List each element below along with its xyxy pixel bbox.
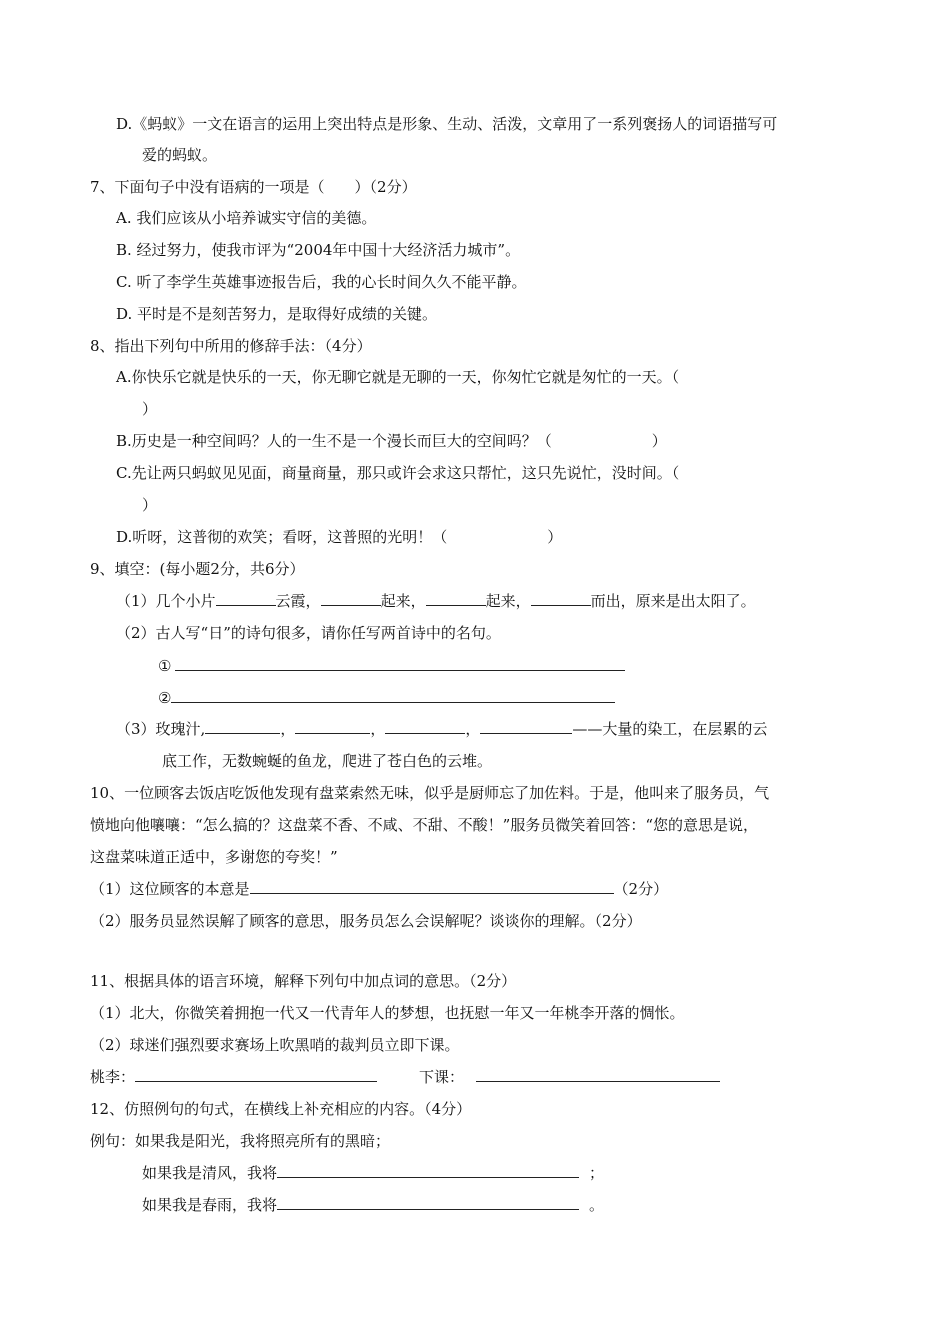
q12-line1-text: 如果我是清风，我将 — [142, 1164, 278, 1182]
q8-sentence-d-text: D.听呀，这普彻的欢笑；看呀，这普照的光明！（ — [116, 528, 448, 546]
fill-blank[interactable] — [426, 591, 486, 606]
semicolon: ； — [589, 1164, 605, 1182]
q9-part3-line2: 底工作，无数蜿蜒的鱼龙，爬进了苍白色的云堆。 — [162, 752, 493, 770]
q10-s1-text: （1）这位顾客的本意是 — [90, 880, 250, 898]
fill-blank[interactable] — [205, 719, 280, 734]
q10-passage-line2: 愤地向他嚷嚷：“怎么搞的？这盘菜不香、不咸、不甜、不酸！”服务员微笑着回答：“您的意思是说， — [90, 816, 759, 834]
q11-stem: 11、根据具体的语言环境，解释下列句中加点词的意思。（2分） — [90, 972, 517, 990]
q11-sentence-1: （1）北大，你微笑着拥抱一代又一代青年人的梦想，也抚慰一年又一年桃李开落的惆怅。 — [90, 1004, 685, 1022]
q12-line2-text: 如果我是春雨，我将 — [142, 1196, 278, 1214]
q10-subquestion-2: （2）服务员显然误解了顾客的意思，服务员怎么会误解呢？谈谈你的理解。（2分） — [90, 912, 642, 930]
q9-part2: （2）古人写“日”的诗句很多，请你任写两首诗中的名句。 — [116, 624, 501, 642]
q8-sentence-b-text: B.历史是一种空间吗？人的一生不是一个漫长而巨大的空间吗？（ — [116, 432, 552, 450]
q9-part2-answer-2 — [158, 688, 615, 708]
q7-option-d: D. 平时是不是刻苦努力，是取得好成绩的关键。 — [116, 305, 438, 323]
fill-blank[interactable] — [216, 591, 276, 606]
q9-part1-text-e: 而出，原来是出太阳了。 — [590, 592, 756, 610]
comma: ， — [370, 720, 386, 738]
answer-line[interactable] — [476, 1067, 720, 1082]
q11-answer-row — [90, 1067, 720, 1087]
fill-blank[interactable] — [531, 591, 591, 606]
q8-sentence-a-close: ） — [142, 400, 158, 418]
q8-sentence-a: A.你快乐它就是快乐的一天，你无聊它就是无聊的一天，你匆忙它就是匆忙的一天。（ — [116, 368, 680, 386]
q8-sentence-b-close: ） — [651, 432, 667, 450]
q12-line-1 — [142, 1163, 604, 1183]
q6-option-d-line1: D.《蚂蚁》一文在语言的运用上突出特点是形象、生动、活泼，文章用了一系列褒扬人的词语描写可 — [116, 115, 778, 133]
answer-line[interactable] — [175, 656, 625, 671]
q9-part3-text-b: ——大量的染工，在层累的云 — [572, 720, 768, 738]
q8-stem: 8、指出下列句中所用的修辞手法：（4分） — [90, 337, 372, 355]
q10-passage-line3: 这盘菜味道正适中，多谢您的夸奖！” — [90, 848, 338, 866]
q7-option-b: B. 经过努力，使我市评为“2004年中国十大经济活力城市”。 — [116, 241, 521, 259]
q9-part1-text-d: 起来， — [485, 592, 531, 610]
q6-option-d-line2: 爱的蚂蚁。 — [142, 146, 218, 164]
fill-blank[interactable] — [480, 719, 572, 734]
period: 。 — [589, 1196, 605, 1214]
q9-part1-text-b: 云霞， — [275, 592, 321, 610]
q9-part3 — [116, 719, 767, 739]
q11-label-xiake: 下课： — [419, 1068, 465, 1086]
q7-stem: 7、下面句子中没有语病的一项是（ ）（2分） — [90, 178, 417, 196]
q12-stem: 12、仿照例句的句式，在横线上补充相应的内容。（4分） — [90, 1100, 472, 1118]
q8-sentence-c: C.先让两只蚂蚁见见面，商量商量，那只或许会求这只帮忙，这只先说忙，没时间。（ — [116, 464, 680, 482]
q9-part2-answer-1 — [158, 656, 625, 676]
q12-line-2 — [142, 1195, 604, 1215]
q8-sentence-b — [116, 431, 667, 451]
answer-line[interactable] — [250, 879, 614, 894]
comma: ， — [280, 720, 296, 738]
answer-line[interactable] — [171, 688, 615, 703]
q9-part3-text-a: （3）玫瑰汁, — [116, 720, 206, 738]
q11-sentence-2: （2）球迷们强烈要求赛场上吹黑哨的裁判员立即下课。 — [90, 1036, 460, 1054]
circled-one: ① — [158, 657, 172, 675]
q10-passage-line1: 10、一位顾客去饭店吃饭他发现有盘菜索然无味，似乎是厨师忘了加佐料。于是，他叫来了服务员，气 — [90, 784, 770, 802]
q9-part1 — [116, 591, 756, 611]
q10-subquestion-1 — [90, 879, 668, 899]
fill-blank[interactable] — [295, 719, 370, 734]
q11-label-taoli: 桃李： — [90, 1068, 136, 1086]
answer-line[interactable] — [135, 1067, 377, 1082]
q10-s1-score: （2分） — [613, 880, 669, 898]
answer-line[interactable] — [277, 1163, 579, 1178]
answer-line[interactable] — [277, 1195, 579, 1210]
q8-sentence-d — [116, 527, 562, 547]
q8-sentence-d-close: ） — [547, 528, 563, 546]
q8-sentence-c-close: ） — [142, 496, 158, 514]
fill-blank[interactable] — [385, 719, 465, 734]
circled-two: ② — [158, 689, 172, 707]
fill-blank[interactable] — [321, 591, 381, 606]
q9-part1-text-c: 起来， — [380, 592, 426, 610]
q7-option-a: A. 我们应该从小培养诚实守信的美德。 — [116, 209, 377, 227]
q9-stem: 9、填空：(每小题2分，共6分） — [90, 560, 305, 578]
comma: ， — [465, 720, 481, 738]
q12-example: 例句：如果我是阳光，我将照亮所有的黑暗； — [90, 1132, 391, 1150]
q9-part1-text-a: （1）几个小片 — [116, 592, 216, 610]
q7-option-c: C. 听了李学生英雄事迹报告后，我的心长时间久久不能平静。 — [116, 273, 527, 291]
